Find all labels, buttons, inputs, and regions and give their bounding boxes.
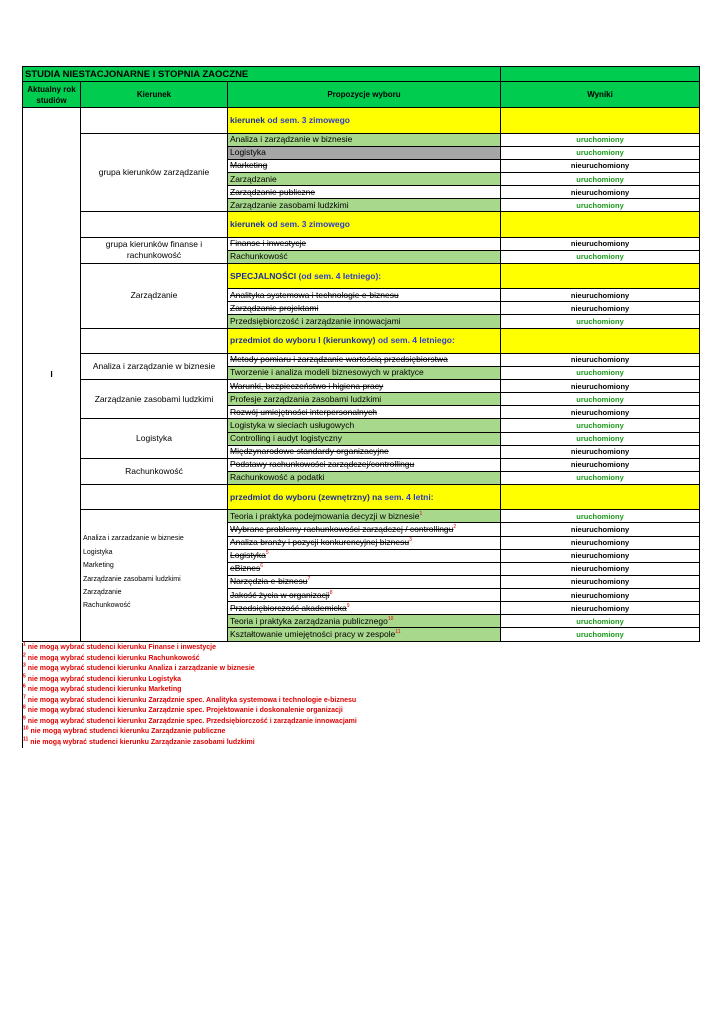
footnote-num: 11 (23, 736, 29, 743)
proposal-name: Marketing (230, 160, 268, 171)
group-logistyka: Logistyka (81, 419, 228, 458)
proposal-name: Przedsiębiorczość akademicka (230, 602, 347, 613)
offer-table (22, 66, 700, 642)
proposal-row (228, 432, 501, 445)
proposal-row (228, 445, 501, 458)
footnote-text: nie mogą wybrać studenci kierunku Marketing (27, 686, 182, 693)
proposal-row (228, 250, 501, 263)
section-result-empty (501, 108, 700, 133)
proposal-row (228, 510, 501, 523)
proposal-row (228, 315, 501, 328)
result-status: uruchomiony (501, 173, 700, 186)
proposal-row (228, 458, 501, 471)
proposal-name: Zarządzanie projektami (230, 302, 319, 313)
proposal-name: Wybrane problemy rachunkowości zarządczej / controllingu (230, 523, 454, 534)
proposal-name: Rachunkowość (230, 251, 288, 262)
footnote-num: 6 (23, 683, 26, 690)
proposal-name: Jakość życia w organizacji (230, 589, 330, 600)
proposal-name: Profesje zarządzania zasobami ludzkimi (230, 393, 382, 404)
section-heading-4-main: przedmiot do wyboru I (kierunkowy) (230, 335, 376, 346)
footnote (23, 654, 523, 665)
group-empty-cell (81, 328, 228, 353)
proposal-name: Zarządzanie zasobami ludzkimi (230, 199, 349, 210)
proposal-row (228, 366, 501, 379)
footnote (23, 643, 523, 654)
section-result-empty (501, 328, 700, 353)
footnote-text: nie mogą wybrać studenci kierunku Zarządznie spec. Przedsiębiorczość i zarządzanie innowacjami (27, 717, 357, 725)
group-analiza: Analiza i zarządzanie w biznesie (81, 353, 228, 379)
footnote (23, 717, 523, 728)
section-heading-1-sub: od sem. 3 zimowego (264, 115, 350, 126)
section-result-empty (501, 485, 700, 510)
footnote (23, 727, 523, 738)
proposal-name: Zarządzanie (230, 173, 277, 184)
footnote-text: nie mogą wybrać studenci kierunku Zarządzanie zasobami ludzkimi (30, 738, 255, 746)
proposal-name: Logistyka (230, 550, 266, 561)
section-heading-3 (228, 263, 501, 288)
result-status: nieuruchomiony (501, 602, 700, 615)
footnote-num: 3 (23, 662, 26, 669)
group-external-item: Analiza i zarzadzanie w biznesie (83, 535, 184, 543)
footnote-num: 1 (23, 641, 26, 648)
group-external-item: Zarządzanie zasobami ludzkimi (83, 575, 181, 583)
section-heading-2 (228, 212, 501, 237)
footnote-text: nie mogą wybrać studenci kierunku Rachunkowość (27, 654, 200, 662)
result-status: nieuruchomiony (501, 458, 700, 471)
proposal-name: Narzędzia e-biznesu (230, 576, 308, 587)
proposal-name: Międzynarodowe standardy organizacyjne (230, 446, 389, 457)
header-field: Kierunek (81, 82, 228, 108)
section-heading-2-main: kierunek (230, 219, 265, 230)
proposal-row (228, 380, 501, 393)
proposal-name: eBiznes (230, 563, 261, 574)
proposal-row (228, 393, 501, 406)
header-results: Wyniki (501, 82, 700, 108)
footnote-text: nie mogą wybrać studenci kierunku Zarządzanie publiczne (30, 728, 226, 735)
proposal-row (228, 536, 501, 549)
result-status: uruchomiony (501, 146, 700, 159)
proposal-name: Logistyka (230, 147, 266, 158)
proposal-name: Controlling i audyt logistyczny (230, 433, 342, 444)
proposal-row (228, 302, 501, 315)
result-status: nieuruchomiony (501, 445, 700, 458)
footnote-text: nie mogą wybrać studenci kierunku Analiza i zarządzanie w biznesie (27, 665, 255, 672)
proposal-row (228, 237, 501, 250)
proposal-name: Zarządzanie publiczne (230, 186, 316, 197)
section-result-empty (501, 263, 700, 288)
footnote-ref: 11 (395, 629, 401, 636)
footnote-ref: 10 (387, 616, 394, 623)
section-heading-3-main: SPECJALNOŚCI (230, 270, 297, 281)
footnote (23, 685, 523, 696)
result-status: uruchomiony (501, 366, 700, 379)
result-status: nieuruchomiony (501, 289, 700, 302)
proposal-row (228, 615, 501, 628)
proposal-row (228, 133, 501, 146)
result-status: nieuruchomiony (501, 302, 700, 315)
proposal-name: Kształtowanie umiejętności pracy w zespole (230, 629, 396, 640)
result-status: nieuruchomiony (501, 406, 700, 419)
result-status: uruchomiony (501, 419, 700, 432)
result-status: uruchomiony (501, 471, 700, 484)
result-status: uruchomiony (501, 250, 700, 263)
group-external-list (81, 510, 228, 642)
group-empty-cell (81, 212, 228, 237)
footnote-num: 10 (23, 725, 29, 732)
proposal-name: Teoria i praktyka podejmowania decyzji w biznesie (230, 510, 420, 521)
footnote-num: 7 (23, 694, 26, 701)
footnote-num: 8 (23, 704, 26, 711)
result-status: nieuruchomiony (501, 186, 700, 199)
section-heading-5-sub: sem. 4 letni: (382, 491, 434, 502)
proposal-name: Logistyka w sieciach usługowych (230, 419, 355, 430)
result-status: uruchomiony (501, 432, 700, 445)
result-status: nieuruchomiony (501, 380, 700, 393)
proposal-row (228, 159, 501, 172)
proposal-name: Rozwój umiejętności interpersonalnych (230, 406, 377, 417)
proposal-name: Tworzenie i analiza modeli biznesowych w praktyce (230, 367, 424, 378)
result-status: uruchomiony (501, 133, 700, 146)
proposal-row (228, 628, 501, 642)
section-result-empty (501, 212, 700, 237)
result-status: nieuruchomiony (501, 523, 700, 536)
section-heading-3-sub: (od sem. 4 letniego): (296, 270, 382, 281)
footnote-ref: 2 (453, 524, 457, 531)
section-heading-1 (228, 108, 501, 133)
footnote-ref: 5 (265, 550, 269, 557)
result-status: nieuruchomiony (501, 353, 700, 366)
year-cell: I (23, 108, 81, 642)
result-status: nieuruchomiony (501, 237, 700, 250)
proposal-name: Rachunkowość a podatki (230, 472, 325, 483)
result-status: nieuruchomiony (501, 575, 700, 588)
result-status: uruchomiony (501, 199, 700, 212)
footnote-text: nie mogą wybrać studenci kierunku Finanse i inwestycje (27, 644, 217, 651)
result-status: nieuruchomiony (501, 562, 700, 575)
section-heading-4-sub: od sem. 4 letniego: (375, 335, 455, 346)
proposal-row (228, 186, 501, 199)
group-empty-cell (81, 485, 228, 510)
footnote-text: nie mogą wybrać studenci kierunku Zarządznie spec. Analityka systemowa i technologie e-biznesu (27, 696, 357, 704)
footnote (23, 696, 523, 707)
section-heading-5 (228, 485, 501, 510)
result-status: nieuruchomiony (501, 589, 700, 602)
proposal-name: Metody pomiaru i zarządzanie wartością przedsiębiorstwa (230, 354, 448, 365)
section-heading-2-sub: od sem. 3 zimowego (264, 219, 350, 230)
footnote-num: 9 (23, 715, 26, 722)
footnote-num: 2 (23, 652, 26, 659)
result-status: uruchomiony (501, 315, 700, 328)
result-status: uruchomiony (501, 615, 700, 628)
result-status: nieuruchomiony (501, 536, 700, 549)
footnote-num: 5 (23, 673, 26, 680)
proposal-row (228, 289, 501, 302)
footnote (23, 706, 523, 717)
proposal-row (228, 353, 501, 366)
table-title: STUDIA NIESTACJONARNE I STOPNIA ZAOCZNE (23, 67, 501, 82)
group-empty-cell (81, 108, 228, 133)
proposal-name: Finanse i inwestycje (230, 238, 307, 249)
footnote-ref: 8 (329, 589, 333, 596)
result-status: nieuruchomiony (501, 159, 700, 172)
proposal-row (228, 199, 501, 212)
footnotes (22, 643, 523, 748)
section-heading-1-main: kierunek (230, 115, 265, 126)
proposal-row (228, 575, 501, 588)
proposal-name: Przedsiębiorczość i zarządzanie innowacjami (230, 315, 401, 326)
footnote (23, 664, 523, 675)
proposal-name: Analiza i zarządzanie w biznesie (230, 134, 353, 145)
proposal-name: Warunki, bezpieczeństwo i higiena pracy (230, 380, 384, 391)
group-external-item: Logistyka (83, 548, 113, 556)
group-finanse: grupa kierunków finanse i rachunkowość (81, 237, 228, 263)
proposal-row (228, 549, 501, 562)
proposal-row (228, 602, 501, 615)
proposal-row (228, 471, 501, 484)
proposal-row (228, 419, 501, 432)
footnote (23, 675, 523, 686)
footnote (23, 738, 523, 749)
result-status: uruchomiony (501, 393, 700, 406)
result-status: nieuruchomiony (501, 549, 700, 562)
section-heading-4 (228, 328, 501, 353)
result-status: uruchomiony (501, 510, 700, 523)
proposal-row (228, 406, 501, 419)
proposal-name: Teoria i praktyka zarządzania publicznego (230, 615, 388, 626)
group-zzl: Zarządzanie zasobami ludzkimi (81, 380, 228, 419)
proposal-name: Podstawy rachunkowości zarządczej/controllingu (230, 459, 415, 470)
group-external-item: Rachunkowość (83, 602, 131, 610)
result-status: uruchomiony (501, 628, 700, 642)
proposal-row (228, 173, 501, 186)
footnote-ref: 6 (260, 563, 264, 570)
footnote-ref: 9 (346, 602, 350, 609)
group-external-item: Marketing (83, 562, 114, 570)
group-external-item: Zarządzanie (83, 588, 122, 596)
proposal-row (228, 523, 501, 536)
proposal-row (228, 589, 501, 602)
group-rachunkowosc: Rachunkowość (81, 458, 228, 484)
footnote-ref: 1 (419, 511, 423, 518)
proposal-name: Analityka systemowa i technologie e-biznesu (230, 289, 399, 300)
proposal-name: Analiza branży i pozycji konkurencyjnej biznesu (230, 537, 410, 548)
proposal-row (228, 146, 501, 159)
section-heading-5-main: przedmiot do wyboru (zewnętrzny) na (230, 491, 383, 502)
footnote-ref: 3 (409, 537, 412, 544)
header-proposals: Propozycje wyboru (228, 82, 501, 108)
proposal-row (228, 562, 501, 575)
group-zarzadzanie-spec: Zarządzanie (81, 263, 228, 328)
title-empty-cell (501, 67, 700, 82)
header-year: Aktualny rok studiów (23, 82, 81, 108)
footnote-text: nie mogą wybrać studenci kierunku Zarządznie spec. Projektowanie i doskonalenie organizacji (27, 707, 343, 714)
footnote-ref: 7 (307, 576, 311, 583)
footnote-text: nie mogą wybrać studenci kierunku Logistyka (27, 675, 181, 683)
group-zarzadzanie: grupa kierunków zarządzanie (81, 133, 228, 212)
